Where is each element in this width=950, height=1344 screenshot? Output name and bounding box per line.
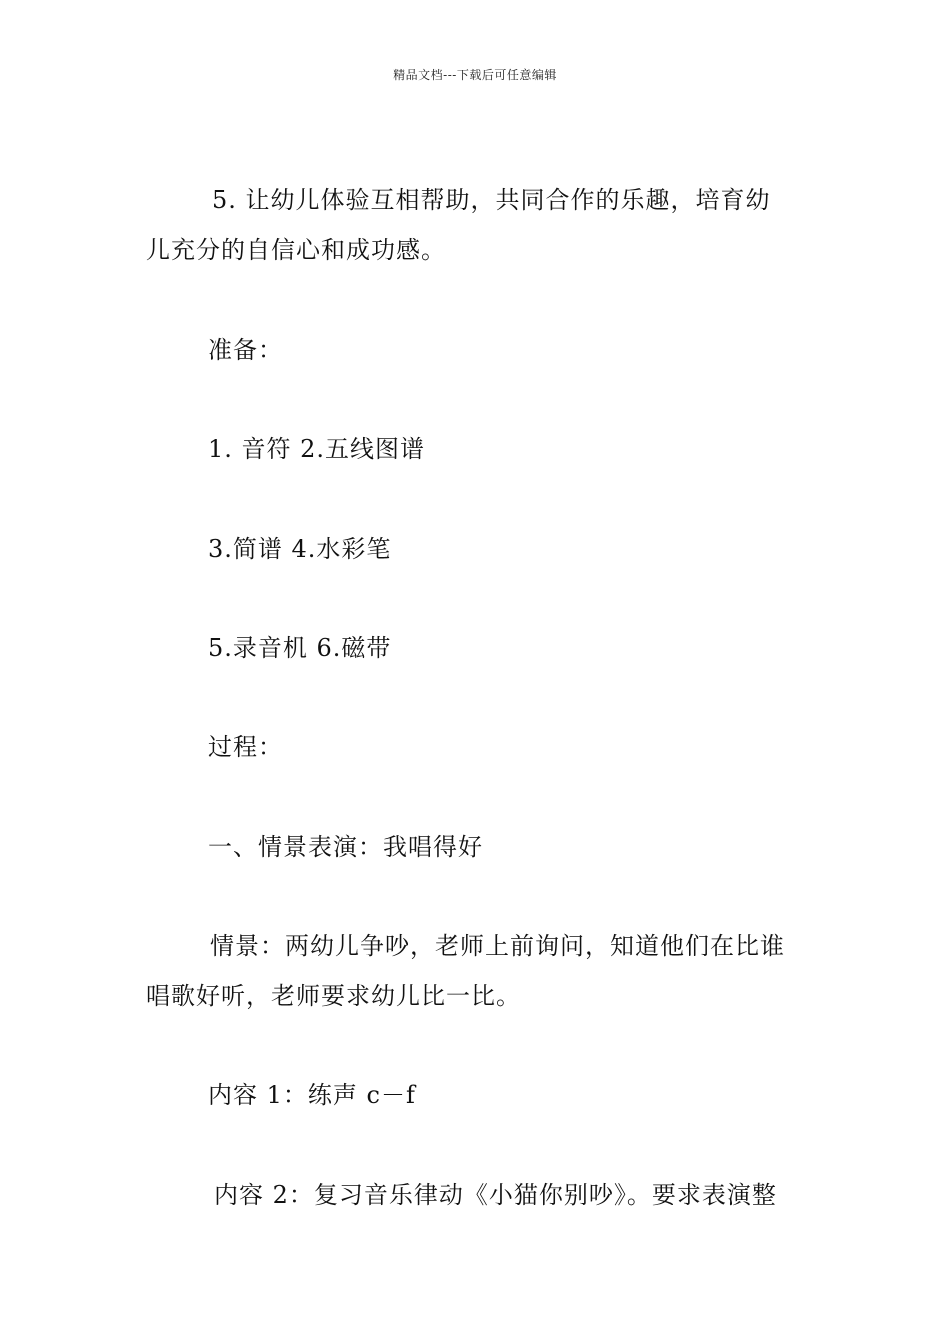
paragraph-goal-5-line-2: 儿充分的自信心和成功感。 xyxy=(146,236,446,264)
content-2-line-1: 内容 2：复习音乐律动《小猫你别吵》。要求表演整 xyxy=(214,1181,777,1209)
materials-line-1: 1. 音符 2.五线图谱 xyxy=(208,435,426,463)
heading-preparation: 准备： xyxy=(208,336,283,364)
content-1: 内容 1：练声 c－f xyxy=(208,1081,416,1109)
page-header: 精品文档---下载后可任意编辑 xyxy=(393,68,557,82)
heading-process: 过程： xyxy=(208,733,283,761)
scenario-line-1: 情景：两幼儿争吵，老师上前询问，知道他们在比谁 xyxy=(210,932,785,960)
scenario-line-2: 唱歌好听，老师要求幼儿比一比。 xyxy=(146,982,521,1010)
materials-line-3: 5.录音机 6.磁带 xyxy=(208,634,392,662)
section-title-1: 一、情景表演：我唱得好 xyxy=(208,833,483,861)
paragraph-goal-5-line-1: 5. 让幼儿体验互相帮助，共同合作的乐趣，培育幼 xyxy=(212,186,771,214)
materials-line-2: 3.简谱 4.水彩笔 xyxy=(208,535,392,563)
